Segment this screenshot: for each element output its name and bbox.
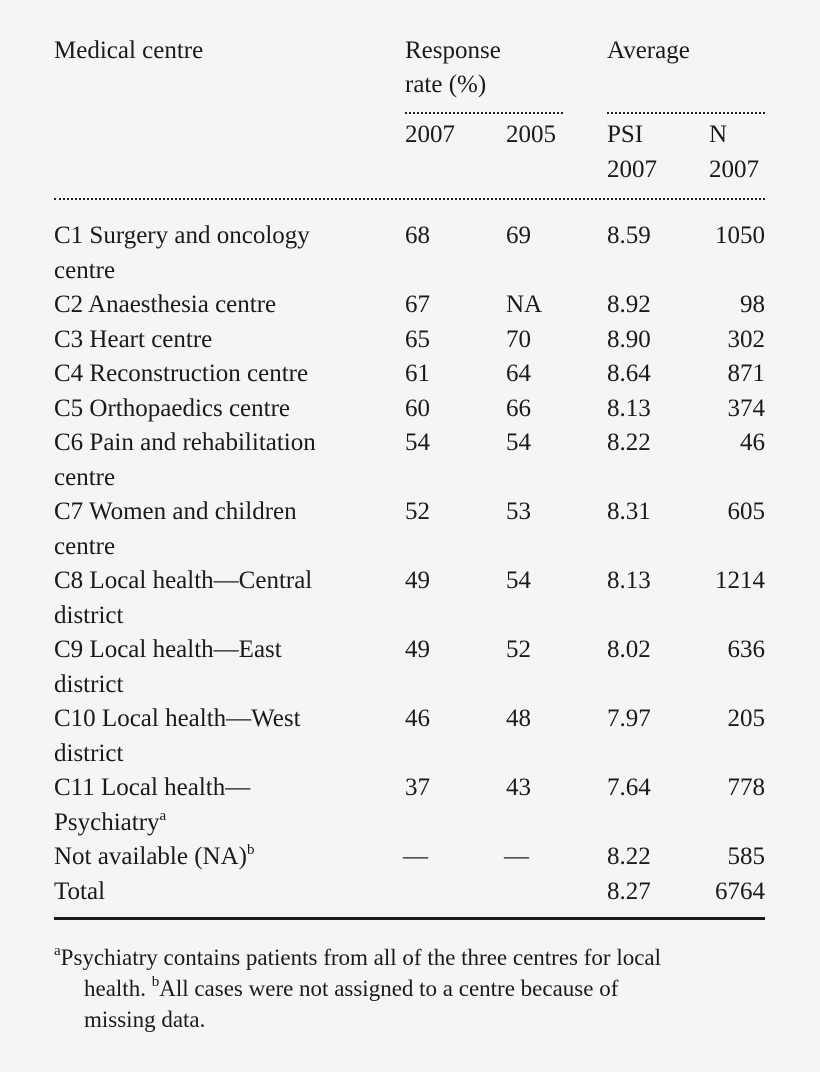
cell-rr-2005: 66 <box>506 394 531 422</box>
cell-n: 205 <box>727 705 765 732</box>
row-name: C7 Women and children <box>54 498 297 525</box>
cell-rr-2005: 53 <box>506 498 531 525</box>
row-name-cont-text: Psychiatry <box>54 808 160 836</box>
row-name: Total <box>54 877 106 905</box>
header-rr-2007: 2007 <box>405 121 455 148</box>
row-name-cont: district <box>54 739 124 767</box>
footnote-a-text: Psychiatry contains patients from all of the three centres for local <box>60 945 662 970</box>
cell-n: 871 <box>727 360 765 387</box>
response-rate-group-divider <box>405 112 563 114</box>
row-name-cont: centre <box>54 256 116 284</box>
header-psi: PSI <box>607 121 644 148</box>
cell-rr-2005: 54 <box>506 429 531 456</box>
cell-rr-2005: 54 <box>506 567 531 594</box>
row-name: C9 Local health—East <box>54 636 282 663</box>
cell-rr-2005: NA <box>506 291 543 318</box>
row-name-cont <box>54 807 167 836</box>
cell-rr-2007: 49 <box>405 636 430 663</box>
row-name-cont: district <box>54 670 124 698</box>
average-group-divider <box>607 112 765 114</box>
footnote-a <box>54 942 661 973</box>
row-name: C5 Orthopaedics centre <box>54 394 291 422</box>
cell-psi: 8.90 <box>607 325 651 353</box>
cell-n: 1050 <box>715 222 765 249</box>
cell-rr-2007: 49 <box>405 567 430 594</box>
cell-n: 46 <box>740 429 765 456</box>
header-n-year: 2007 <box>709 156 759 183</box>
footnote-a-b-line <box>84 973 618 1004</box>
cell-psi: 8.02 <box>607 636 651 663</box>
header-average: Average <box>607 37 690 64</box>
cell-psi: 8.13 <box>607 567 651 594</box>
cell-rr-2007: 54 <box>405 429 430 456</box>
cell-n: 778 <box>727 774 765 801</box>
cell-n: 636 <box>727 636 765 663</box>
header-response-rate-line1: Response <box>405 37 501 64</box>
row-name-footnote-mark: b <box>246 842 255 858</box>
cell-rr-2007: 61 <box>405 360 430 387</box>
cell-rr-2005: 70 <box>506 325 531 353</box>
cell-rr-2007: 37 <box>405 774 430 801</box>
header-divider <box>54 198 765 200</box>
footnote-a-text-cont: health. <box>84 976 146 1001</box>
footnote-a-mark: a <box>54 943 61 959</box>
cell-psi: 8.22 <box>607 429 651 456</box>
cell-psi: 7.97 <box>607 705 651 732</box>
row-name: C6 Pain and rehabilitation <box>54 429 316 456</box>
cell-psi: 8.92 <box>607 291 651 318</box>
footnote-b-mark: b <box>151 974 160 990</box>
table-bottom-rule <box>54 917 765 920</box>
cell-n: 585 <box>727 843 765 870</box>
cell-rr-2005: 48 <box>506 705 531 732</box>
footnote-b-text: All cases were not assigned to a centre because of <box>159 976 619 1001</box>
footnote-b-cont: missing data. <box>84 1007 206 1032</box>
cell-rr-2005: 69 <box>506 222 531 249</box>
cell-rr-2007: 46 <box>405 705 430 732</box>
cell-rr-2005: 43 <box>506 774 531 801</box>
row-name-cont: centre <box>54 532 116 560</box>
cell-psi: 8.31 <box>607 498 651 525</box>
row-name-footnote-mark: a <box>159 807 167 824</box>
row-name-text: Not available (NA) <box>54 843 247 870</box>
row-name: C11 Local health— <box>54 774 251 801</box>
cell-psi: 8.27 <box>607 877 651 905</box>
cell-psi: 8.13 <box>607 394 651 422</box>
cell-rr-2005: — <box>504 843 529 870</box>
row-name: C10 Local health—West <box>54 705 301 732</box>
cell-rr-2005: 52 <box>506 636 531 663</box>
header-response-rate-line2: rate (%) <box>405 71 487 98</box>
cell-rr-2007: 65 <box>405 325 430 353</box>
cell-n: 6764 <box>715 877 765 905</box>
cell-rr-2007: 60 <box>405 394 430 422</box>
row-name-cont: centre <box>54 463 116 491</box>
row-name: C4 Reconstruction centre <box>54 360 309 387</box>
cell-n: 1214 <box>715 567 765 594</box>
cell-psi: 7.64 <box>607 774 651 801</box>
cell-rr-2007: — <box>403 843 428 870</box>
row-name-cont: district <box>54 601 124 629</box>
header-psi-year: 2007 <box>607 156 657 183</box>
cell-n: 302 <box>727 325 765 353</box>
cell-rr-2007: 68 <box>405 222 430 249</box>
cell-n: 605 <box>727 498 765 525</box>
header-n: N <box>709 121 728 148</box>
cell-rr-2007: 67 <box>405 291 430 318</box>
row-name: C2 Anaesthesia centre <box>54 291 277 318</box>
cell-rr-2005: 64 <box>506 360 531 387</box>
cell-psi: 8.64 <box>607 360 651 387</box>
row-name: C8 Local health—Central <box>54 567 313 594</box>
cell-psi: 8.22 <box>607 843 651 870</box>
row-name: C3 Heart centre <box>54 325 213 353</box>
cell-rr-2007: 52 <box>405 498 430 525</box>
row-name <box>54 844 254 869</box>
cell-n: 374 <box>727 394 765 422</box>
header-medical-centre: Medical centre <box>54 37 204 64</box>
row-name: C1 Surgery and oncology <box>54 222 310 249</box>
header-rr-2005: 2005 <box>506 121 556 148</box>
cell-psi: 8.59 <box>607 222 651 249</box>
cell-n: 98 <box>740 291 765 318</box>
